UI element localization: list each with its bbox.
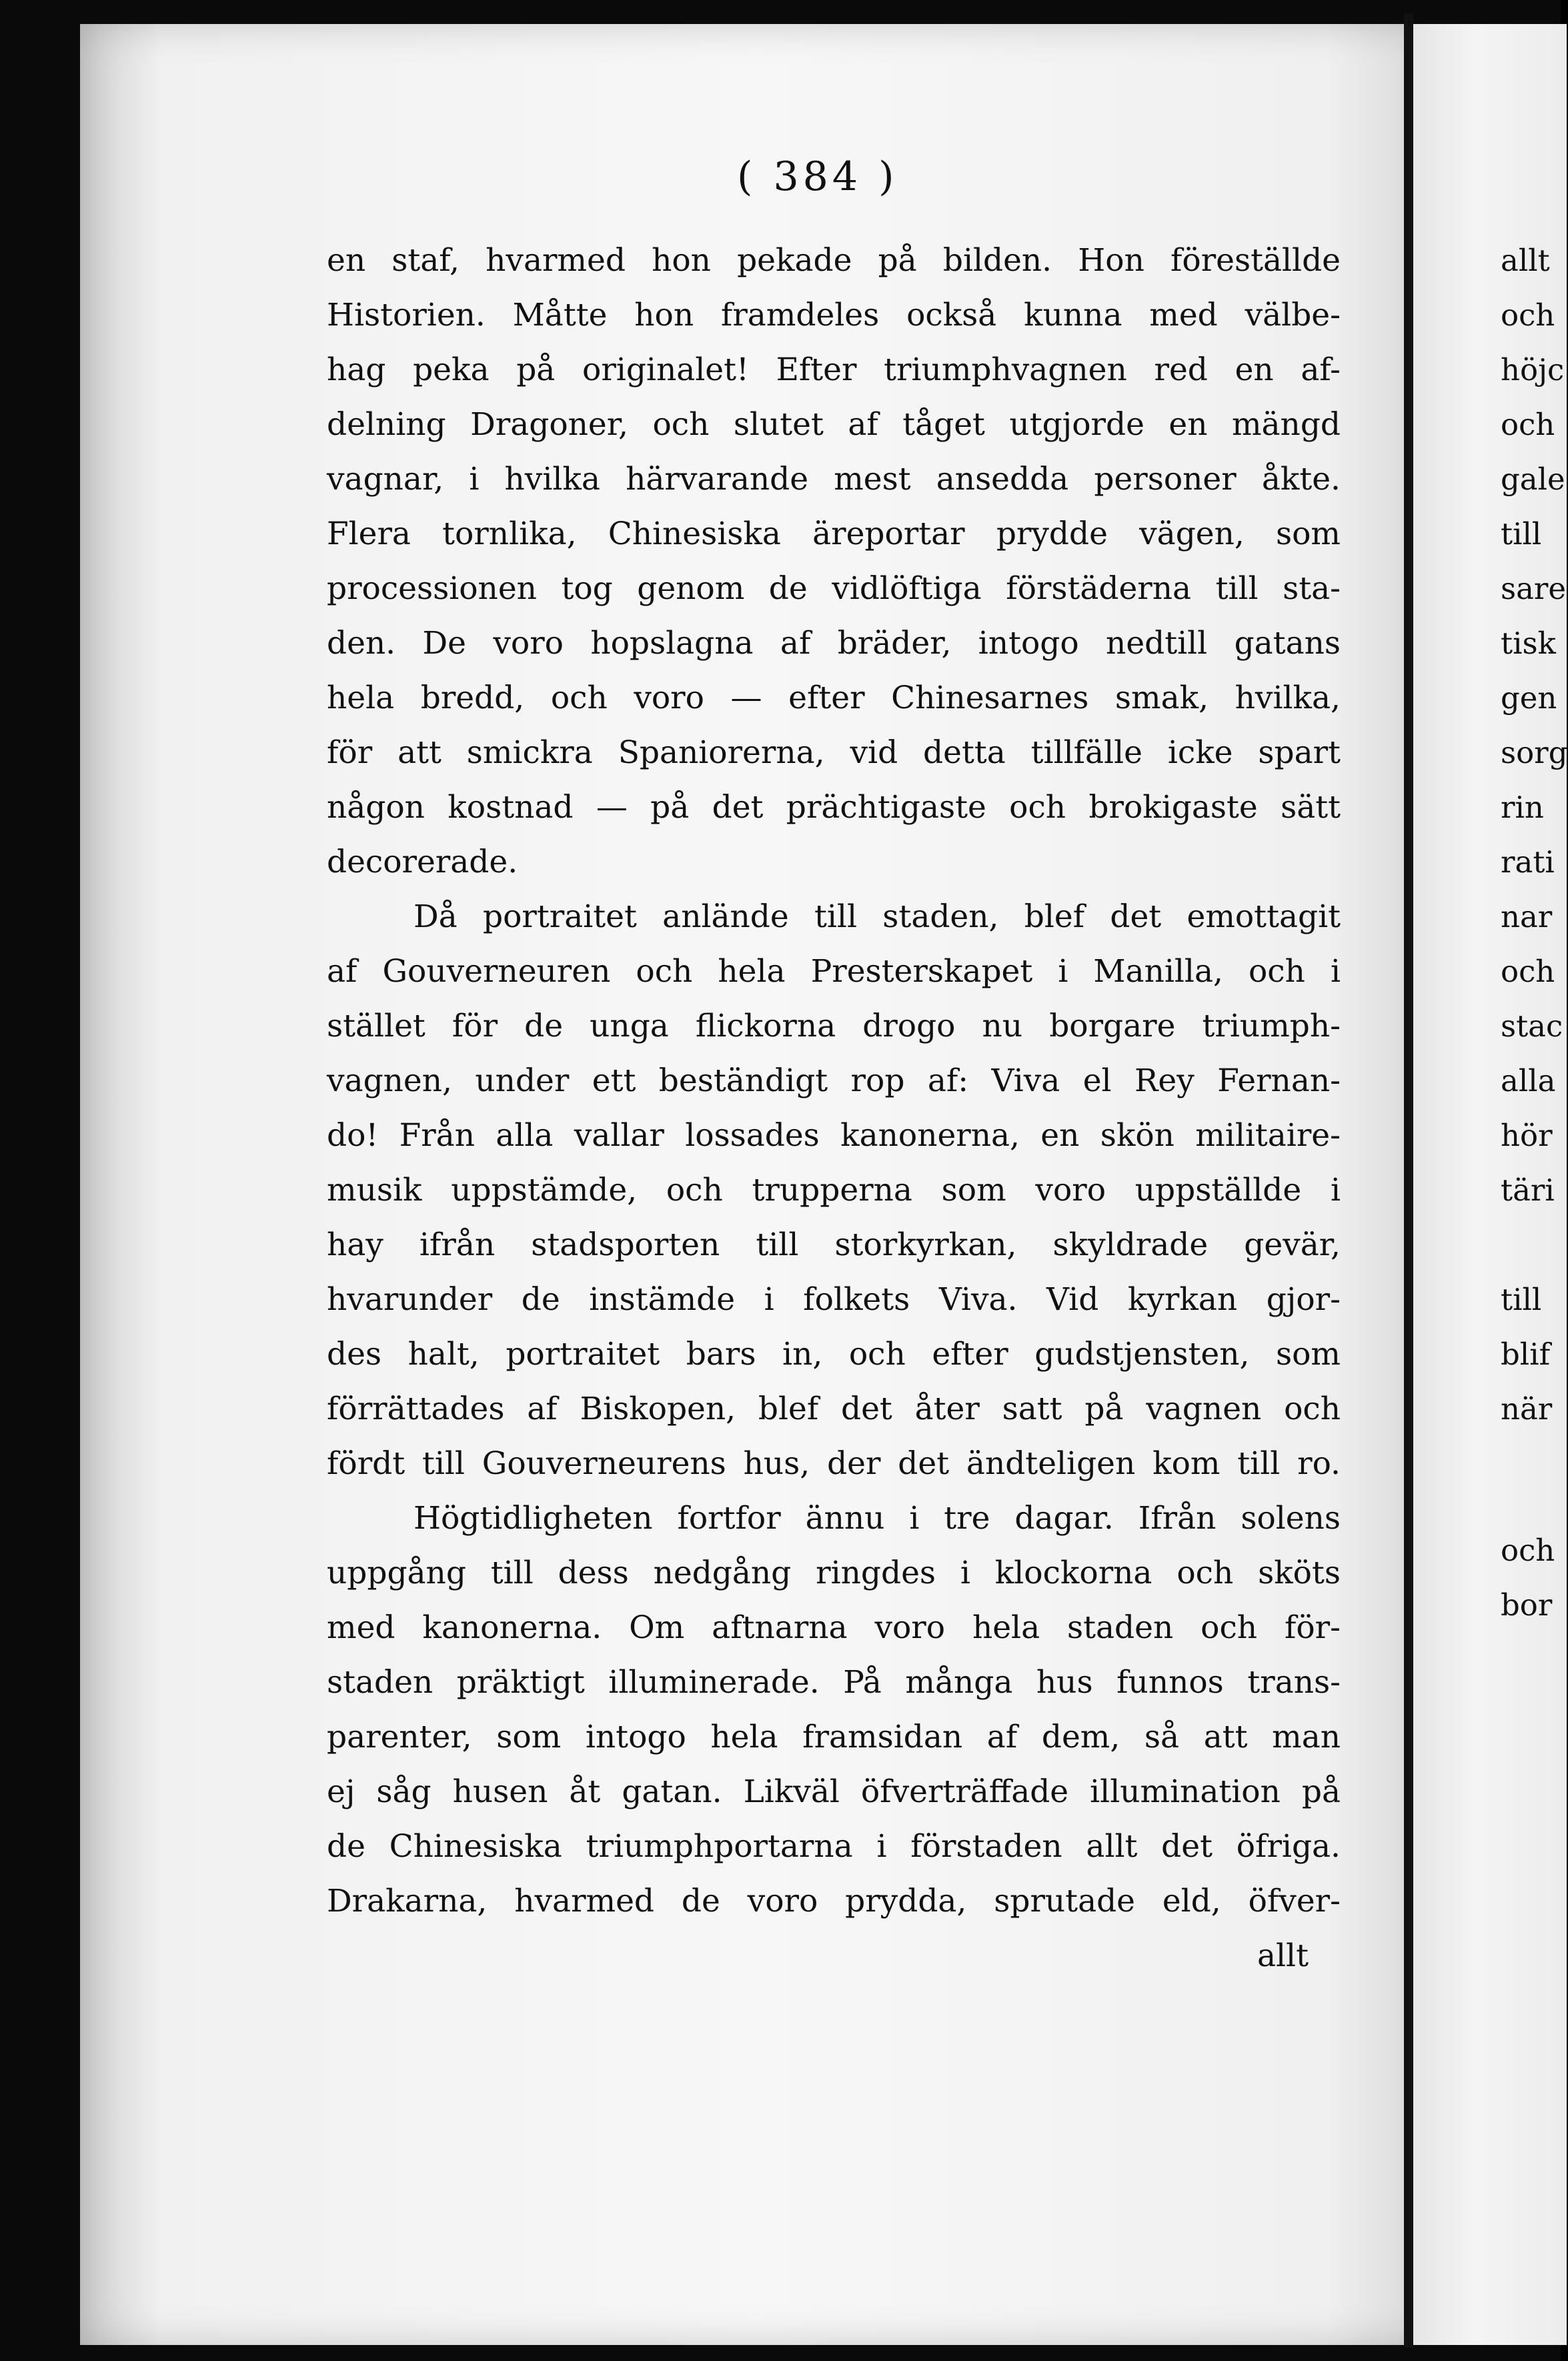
text-line: delning Dragoner, och slutet af tåget utgjorde en mängd — [327, 406, 1341, 443]
fragment-line: gale — [1501, 462, 1565, 497]
text-line: de Chinesiska triumphportarna i förstaden allt det öfriga. — [327, 1828, 1341, 1865]
fragment-line: allt — [1501, 243, 1550, 278]
text-line: hvarunder de instämde i folkets Viva. Vid kyrkan gjor- — [327, 1281, 1341, 1318]
text-line: uppgång till dess nedgång ringdes i klockorna och sköts — [327, 1555, 1341, 1591]
right-page-text-fragments — [1501, 233, 1568, 1633]
text-line: af Gouverneuren och hela Presterskapet i Manilla, och i — [327, 953, 1341, 990]
text-line: vagnar, i hvilka härvarande mest ansedda personer åkte. — [327, 461, 1341, 498]
fragment-line: gen — [1501, 680, 1557, 716]
text-line: do! Från alla vallar lossades kanonerna, en skön militaire- — [327, 1117, 1341, 1154]
fragment-line: täri — [1501, 1172, 1555, 1208]
fragment-line: och — [1501, 297, 1555, 333]
fragment-line: sorg — [1501, 735, 1568, 770]
fragment-line: hör — [1501, 1118, 1553, 1153]
text-line: stället för de unga flickorna drogo nu borgare triumph- — [327, 1008, 1341, 1044]
fragment-line: rin — [1501, 790, 1544, 825]
fragment-line: när — [1501, 1391, 1553, 1427]
fragment-line: och — [1501, 954, 1555, 989]
fragment-line: till — [1501, 1282, 1542, 1317]
catchword: allt — [1257, 1937, 1309, 1974]
text-line: för att smickra Spaniorerna, vid detta tillfälle icke spart — [327, 734, 1341, 771]
text-line: förrättades af Biskopen, blef det åter satt på vagnen och — [327, 1391, 1341, 1427]
text-line: hay ifrån stadsporten till storkyrkan, skyldrade gevär, — [327, 1227, 1341, 1263]
fragment-line: alla — [1501, 1063, 1556, 1098]
text-line: Då portraitet anlände till staden, blef det emottagit — [414, 898, 1341, 935]
text-line: en staf, hvarmed hon pekade på bilden. Hon föreställde — [327, 242, 1341, 279]
fragment-line: höjc — [1501, 352, 1565, 387]
page-number: ( 384 ) — [737, 153, 898, 200]
book-gutter — [1404, 13, 1413, 2348]
fragment-line: och — [1501, 1533, 1555, 1568]
fragment-line: rati — [1501, 844, 1555, 880]
fragment-line: och — [1501, 407, 1555, 442]
text-line: hag peka på originalet! Efter triumphvagnen red en af- — [327, 351, 1341, 388]
fragment-line: stac — [1501, 1008, 1563, 1044]
text-line: processionen tog genom de vidlöftiga förstäderna till sta- — [327, 570, 1341, 607]
text-line: Historien. Måtte hon framdeles också kunna med välbe- — [327, 297, 1341, 333]
fragment-line: bor — [1501, 1587, 1553, 1623]
text-line: Högtidligheten fortfor ännu i tre dagar. Ifrån solens — [414, 1500, 1341, 1537]
text-line: vagnen, under ett beständigt rop af: Viva el Rey Fernan- — [327, 1062, 1341, 1099]
fragment-line: tisk — [1501, 626, 1556, 661]
text-line: Flera tornlika, Chinesiska äreportar prydde vägen, som — [327, 516, 1341, 552]
text-line: Drakarna, hvarmed de voro prydda, sprutade eld, öfver- — [327, 1883, 1341, 1919]
text-line: ej såg husen åt gatan. Likväl öfverträffade illumination på — [327, 1773, 1341, 1810]
text-line: någon kostnad — på det prächtigaste och brokigaste sätt — [327, 789, 1341, 826]
fragment-line: sare — [1501, 571, 1567, 606]
fragment-line: nar — [1501, 899, 1553, 934]
text-line: des halt, portraitet bars in, och efter gudstjensten, som — [327, 1336, 1341, 1373]
text-line: decorerade. — [327, 844, 518, 880]
fragment-line: blif — [1501, 1337, 1551, 1372]
text-line: parenter, som intogo hela framsidan af dem, så att man — [327, 1719, 1341, 1755]
text-line: den. De voro hopslagna af bräder, intogo nedtill gatans — [327, 625, 1341, 662]
text-line: hela bredd, och voro — efter Chinesarnes smak, hvilka, — [327, 680, 1341, 716]
fragment-line: till — [1501, 516, 1542, 552]
text-line: fördt till Gouverneurens hus, der det ändteligen kom till ro. — [327, 1445, 1341, 1482]
text-line: staden präktigt illuminerade. På många hus funnos trans- — [327, 1664, 1341, 1701]
main-text-block — [327, 233, 1341, 1929]
text-line: med kanonerna. Om aftnarna voro hela staden och för- — [327, 1609, 1341, 1646]
text-line: musik uppstämde, och trupperna som voro uppställde i — [327, 1172, 1341, 1209]
